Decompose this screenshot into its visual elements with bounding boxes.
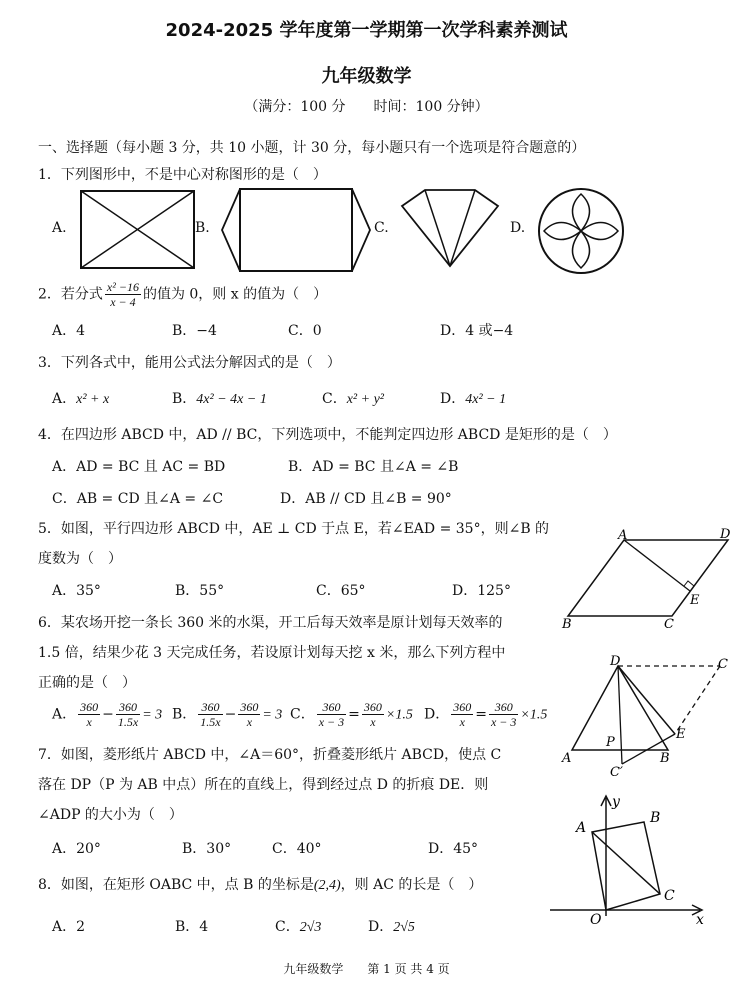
q8-fig-label-x: x [696, 912, 704, 928]
q3-stem: 3．下列各式中，能用公式法分解因式的是（ ） [38, 355, 341, 371]
q2-denominator: x − 4 [110, 295, 136, 309]
q6-c-tail: ×1.5 [385, 707, 413, 723]
q2-option-a: A．4 [52, 323, 86, 339]
q4-option-c: C．AB = CD 且∠A = ∠C [52, 491, 224, 507]
q6-d-frac2 [489, 700, 518, 729]
q6-option-b: B． $\frac{360}{1.5x}$ − $\frac{360}{x}$ = 3 [172, 700, 283, 729]
page-footer: 九年级数学 第 1 页 共 4 页 [283, 962, 450, 976]
q4-option-a: A．AD = BC 且 AC = BD [52, 459, 226, 475]
q1-label-a: A. [52, 220, 67, 236]
q8-coord: (2,4) [313, 878, 341, 893]
q7-option-b: B．30° [182, 841, 232, 857]
q7-fig-label-p: P [606, 735, 615, 750]
exam-meta: （满分：100 分 时间：100 分钟） [244, 99, 489, 115]
q3-expr-a: x² + x [76, 392, 110, 407]
q8-fig-label-o: O [590, 912, 602, 928]
q6-b-den1: 1.5x [200, 715, 221, 729]
q7-line3: ∠ADP 的大小为（ ） [38, 807, 183, 823]
q1-figure-c [400, 188, 500, 268]
q1-figure-d [536, 188, 626, 274]
q2-fraction [105, 280, 141, 309]
q5-option-a: A．35° [52, 583, 101, 599]
q6-option-d: D． $\frac{360}{x}$ = $\frac{360}{x - 3}$ ×1.5 [424, 700, 548, 729]
q8-label-d: D． [368, 919, 394, 935]
q7-fig-label-e: E [676, 727, 686, 742]
q5-line2: 度数为（ ） [38, 551, 122, 567]
q3-expr-d: 4x² − 1 [465, 392, 507, 407]
q1-stem: 1．下列图形中，不是中心对称图形的是（ ） [38, 167, 327, 183]
q8-option-b: B．4 [175, 919, 209, 935]
q8-option-d [368, 916, 415, 936]
q6-option-c: C． $\frac{360}{x - 3}$ = $\frac{360}{x}$ ×1.5 [290, 700, 413, 729]
q1-label-d: D. [510, 220, 526, 236]
q3-expr-c: x² + y² [346, 392, 384, 407]
q8-label-c: C． [275, 919, 300, 935]
q5-option-b: B．55° [175, 583, 225, 599]
q4-stem: 4．在四边形 ABCD 中，AD // BC，下列选项中，不能判定四边形 ABCD 是矩形的是（ ） [38, 427, 617, 443]
q8-fig-label-c: C [664, 888, 675, 904]
q2-pre: 2．若分式 [38, 286, 103, 303]
q7-line1: 7．如图，菱形纸片 ABCD 中，∠A＝60°，折叠菱形纸片 ABCD，使点 C [38, 747, 502, 763]
q8-stem [38, 874, 482, 894]
q6-a-eq: = 3 [142, 707, 163, 723]
q3-label-a: A． [52, 391, 77, 407]
q8-fig-label-a: A [576, 820, 587, 836]
q6-c-frac2 [362, 700, 384, 729]
section-heading: 一、选择题（每小题 3 分，共 10 小题，计 30 分，每小题只有一个选项是符合题意的） [38, 140, 586, 156]
q7-option-c: C．40° [272, 841, 322, 857]
q6-a-den1: x [86, 715, 92, 729]
q6-line3: 正确的是（ ） [38, 675, 136, 691]
q3-label-d: D． [440, 391, 466, 407]
q2-stem [38, 280, 327, 309]
q6-line2: 1.5 倍，结果少花 3 天完成任务，若设原计划每天挖 x 米，那么下列方程中 [38, 645, 506, 661]
q6-d-tail: ×1.5 [520, 707, 548, 723]
q3-option-b [172, 388, 267, 408]
q6-d-den2: x − 3 [490, 715, 517, 729]
q7-fig-label-a: A [562, 751, 572, 766]
q3-expr-b: 4x² − 4x − 1 [196, 392, 267, 407]
q8-pre: 8．如图，在矩形 OABC 中，点 B 的坐标是 [38, 877, 314, 893]
q1-figure-b [220, 188, 372, 272]
q8-option-a: A．2 [52, 919, 86, 935]
q6-c-den1: x − 3 [318, 715, 345, 729]
exam-title: 2024-2025 学年度第一学期第一次学科素养测试 [165, 20, 568, 41]
q6-line1: 6．某农场开挖一条长 360 米的水渠，开工后每天效率是原计划每天效率的 [38, 615, 503, 631]
q6-b-num1: 360 [198, 700, 222, 715]
q7-figure [560, 654, 730, 780]
q5-fig-label-e: E [690, 593, 700, 608]
q1-figure-a [80, 190, 195, 270]
q7-fig-label-d: D [610, 654, 621, 669]
q6-b-num2: 360 [240, 700, 259, 714]
q7-fig-label-c: C [718, 657, 728, 672]
q2-option-b: B．−4 [172, 323, 217, 339]
q6-d-frac1 [451, 700, 473, 729]
q6-b-frac2 [238, 700, 260, 729]
q5-fig-label-d: D [720, 527, 731, 542]
q3-option-a [52, 388, 109, 408]
subject-title: 九年级数学 [321, 66, 412, 87]
q6-a-frac1 [78, 700, 100, 729]
q6-label-d: D． [424, 706, 450, 723]
q3-option-c [322, 388, 384, 408]
q6-b-frac1 [198, 700, 222, 729]
q8-fig-label-b: B [650, 810, 661, 826]
q7-fig-label-b: B [660, 751, 670, 766]
q6-c-num2: 360 [363, 700, 382, 714]
q7-line2: 落在 DP（P 为 AB 中点）所在的直线上，得到经过点 D 的折痕 DE．则 [38, 777, 489, 793]
q7-option-a: A．20° [52, 841, 101, 857]
q5-option-c: C．65° [316, 583, 366, 599]
q6-c-num1: 360 [317, 700, 346, 715]
q8-post: ，则 AC 的长是（ ） [340, 877, 483, 893]
q4-option-d: D．AB // CD 且∠B = 90° [280, 491, 452, 507]
q6-d-num1: 360 [453, 700, 472, 714]
q8-option-c [275, 916, 321, 936]
q3-label-b: B． [172, 391, 197, 407]
q6-label-b: B． [172, 706, 197, 723]
q2-numerator: x² −16 [106, 280, 139, 294]
q6-d-num2: 360 [489, 700, 518, 715]
q6-a-num2: 360 [116, 700, 140, 715]
q6-c-frac1 [317, 700, 346, 729]
q6-label-a: A． [52, 706, 77, 723]
q3-label-c: C． [322, 391, 347, 407]
q5-option-d: D．125° [452, 583, 511, 599]
q5-line1: 5．如图，平行四边形 ABCD 中，AE ⊥ CD 于点 E，若∠EAD = 35°，则∠B 的 [38, 521, 550, 537]
q7-option-d: D．45° [428, 841, 479, 857]
q6-label-c: C． [290, 706, 315, 723]
q6-b-den2: x [246, 715, 253, 729]
q5-figure [560, 528, 730, 636]
q2-option-c: C．0 [288, 323, 322, 339]
q2-option-d: D．4 或−4 [440, 323, 514, 339]
q6-c-den2: x [370, 715, 376, 729]
q6-a-num1: 360 [80, 700, 99, 714]
q5-fig-label-a: A [618, 528, 628, 543]
q8-expr-c: 2√3 [299, 920, 322, 935]
q2-post: 的值为 0，则 x 的值为（ ） [142, 286, 328, 303]
q1-label-b: B. [195, 220, 210, 236]
q1-label-c: C. [374, 220, 389, 236]
q6-d-den1: x [459, 715, 465, 729]
q6-b-eq: = 3 [262, 707, 283, 723]
q6-a-frac2 [116, 700, 140, 729]
q6-option-a: A． $\frac{360}{x}$ − $\frac{360}{1.5x}$ = 3 [52, 700, 163, 729]
q4-option-b: B．AD = BC 且∠A = ∠B [288, 459, 459, 475]
q8-fig-label-y: y [612, 794, 620, 810]
q7-fig-label-c-prime: C′ [610, 765, 623, 780]
q6-a-den2: 1.5x [117, 715, 139, 729]
q5-fig-label-c: C [664, 617, 674, 632]
q8-expr-d: 2√5 [393, 920, 415, 935]
q3-option-d [440, 388, 506, 408]
q8-figure [548, 792, 716, 932]
q5-fig-label-b: B [562, 617, 572, 632]
